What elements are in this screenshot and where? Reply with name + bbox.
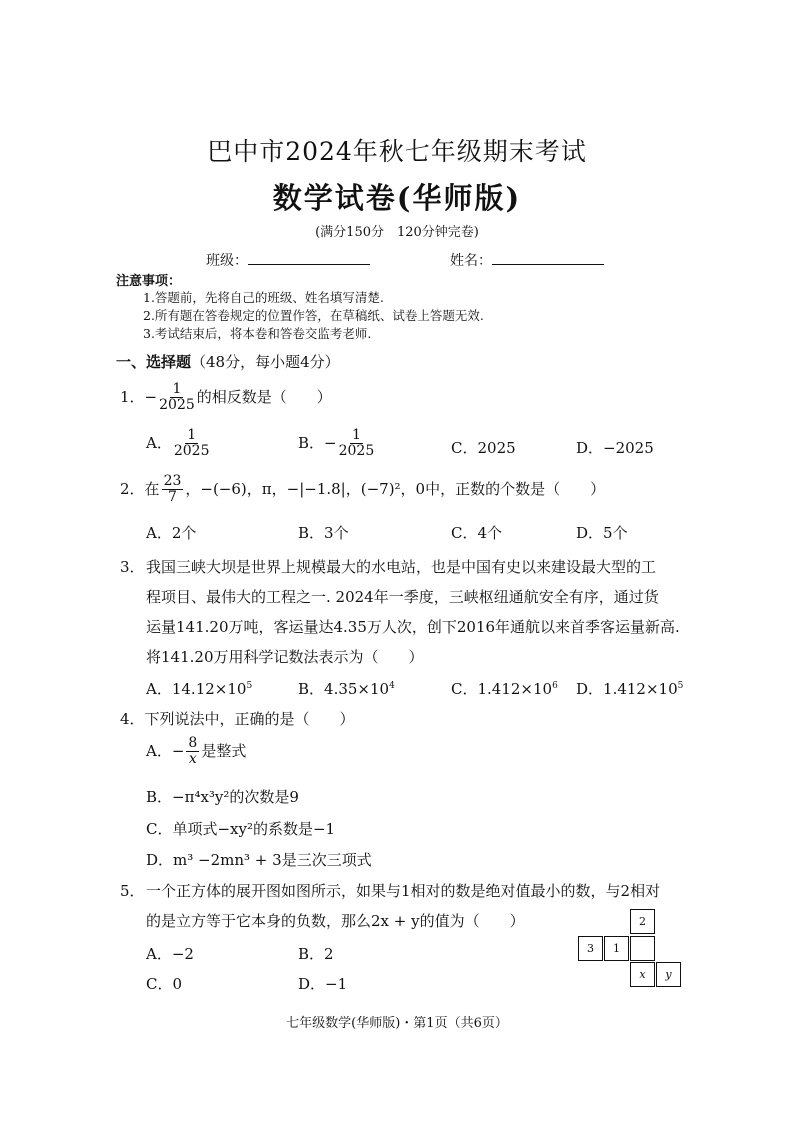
note-item: 1.答题前，先将自己的班级、姓名填写清楚.	[143, 290, 384, 305]
question-3-line: 运量141.20万吨，客运量达4.35万人次，创下2016年通航以来首季客运量新高.	[146, 618, 680, 636]
denominator: 7	[168, 489, 177, 506]
numerator: 1	[172, 381, 182, 397]
q4-option-c[interactable]: C．单项式−xy²的系数是−1	[146, 820, 336, 838]
net-cell: y	[656, 962, 681, 987]
net-cell: 3	[578, 936, 603, 961]
question-5-line: 一个正方体的展开图如图所示，如果与1相对的数是绝对值最小的数，与2相对	[146, 882, 661, 900]
section-detail: （48分，每小题4分）	[191, 353, 340, 371]
fraction	[174, 428, 210, 460]
question-text: 下列说法中，正确的是（ ）	[144, 710, 355, 728]
net-cell: 1	[604, 936, 629, 961]
q2-option-c[interactable]: C．4个	[451, 524, 503, 542]
section-heading	[116, 351, 340, 372]
numerator: 23	[163, 473, 182, 489]
question-1	[120, 382, 332, 414]
note-item: 3.考试结束后，将本卷和答卷交监考老师.	[143, 326, 372, 341]
option-text: B．4.35×10	[298, 680, 390, 698]
minus-sign: −	[144, 387, 158, 406]
cube-net-diagram	[578, 909, 684, 989]
denominator: x	[188, 751, 197, 768]
minus-sign: −	[324, 433, 337, 452]
question-text: 的相反数是（ ）	[196, 387, 332, 406]
exam-info: (满分150分 120分钟完卷)	[315, 225, 479, 240]
fraction	[186, 736, 199, 768]
q4-option-d[interactable]: D．m³ −2mn³ + 3是三次三项式	[146, 851, 372, 869]
option-label: A．−	[146, 741, 185, 760]
exponent: 4	[389, 681, 395, 691]
option-text: C．1.412×10	[451, 680, 553, 698]
option-label: A．	[146, 433, 172, 452]
class-field	[206, 250, 370, 270]
q4-option-b[interactable]: B．−π⁴x³y²的次数是9	[146, 788, 299, 806]
q5-option-b[interactable]: B．2	[298, 945, 334, 963]
exam-title: 巴中市2024年秋七年级期末考试	[207, 137, 587, 166]
q3-option-d[interactable]	[576, 678, 683, 699]
denominator: 2025	[173, 443, 210, 460]
option-text: 是整式	[201, 741, 247, 760]
exam-subtitle: 数学试卷(华师版)	[272, 181, 522, 215]
q1-option-c[interactable]: C．2025	[451, 439, 516, 457]
question-prefix: 在	[144, 479, 160, 498]
q2-option-d[interactable]: D．5个	[576, 524, 628, 542]
net-cell: 2	[630, 909, 655, 934]
net-cell	[630, 936, 655, 961]
exponent: 5	[246, 681, 253, 691]
question-number: 3．	[120, 558, 145, 576]
class-blank[interactable]	[248, 252, 370, 265]
option-text: A．14.12×10	[146, 680, 247, 698]
name-blank[interactable]	[492, 252, 604, 265]
q4-option-a[interactable]	[146, 736, 246, 768]
fraction	[339, 428, 375, 460]
notes-heading: 注意事项：	[116, 274, 182, 289]
question-number: 4．	[120, 710, 145, 728]
net-cell: x	[630, 962, 655, 987]
q3-option-c[interactable]	[451, 678, 558, 699]
page-footer: 七年级数学(华师版)・第1页（共6页）	[286, 1016, 508, 1031]
denominator: 2025	[338, 443, 375, 460]
option-text: D．1.412×10	[576, 680, 678, 698]
q1-option-d[interactable]: D．−2025	[576, 439, 654, 457]
option-label: B．	[298, 433, 325, 452]
section-title: 一、选择题	[116, 353, 192, 371]
numerator: 1	[187, 427, 197, 443]
q3-option-b[interactable]	[298, 678, 395, 699]
note-item: 2.所有题在答卷规定的位置作答，在草稿纸、试卷上答题无效.	[143, 308, 484, 323]
question-number: 5．	[120, 882, 145, 900]
question-3-line: 程项目、最伟大的工程之一. 2024年一季度，三峡枢纽通航安全有序，通过货	[146, 588, 659, 606]
q2-option-b[interactable]: B．3个	[298, 524, 349, 542]
name-field	[450, 250, 604, 270]
question-text: ，−(−6)，π，−|−1.8|，(−7)²，0中，正数的个数是（ ）	[185, 479, 606, 498]
question-number: 2．	[120, 479, 145, 498]
numerator: 8	[188, 735, 198, 751]
question-number: 1．	[120, 387, 145, 406]
q5-option-a[interactable]: A．−2	[146, 945, 194, 963]
q3-option-a[interactable]	[146, 678, 252, 699]
q1-option-a[interactable]	[146, 428, 211, 460]
question-3-line: 我国三峡大坝是世界上规模最大的水电站，也是中国有史以来建设最大型的工	[146, 558, 657, 576]
q5-option-d[interactable]: D．−1	[298, 975, 348, 993]
fraction	[159, 382, 195, 414]
question-2	[120, 474, 605, 506]
denominator: 2025	[159, 397, 195, 414]
question-4	[120, 708, 355, 729]
fraction	[162, 474, 184, 506]
q5-option-c[interactable]: C．0	[146, 975, 183, 993]
question-5-line: 的是立方等于它本身的负数，那么2x + y的值为（ ）	[146, 912, 525, 930]
name-label: 姓名：	[450, 253, 492, 269]
question-3-line: 将141.20万用科学记数法表示为（ ）	[146, 648, 424, 666]
class-label: 班级：	[206, 253, 248, 269]
exponent: 5	[677, 681, 684, 691]
q2-option-a[interactable]: A．2个	[146, 524, 197, 542]
q1-option-b[interactable]	[298, 428, 376, 460]
numerator: 1	[351, 427, 361, 443]
exponent: 6	[552, 681, 558, 691]
